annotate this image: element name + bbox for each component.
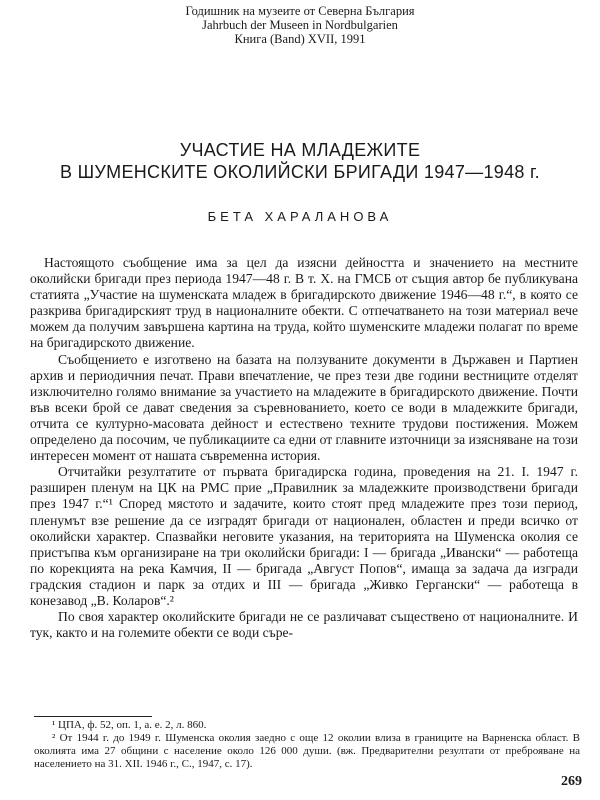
body-paragraph: По своя характер околийските бригади не се различават съществено от националните. И тук, както и на големите обекти се води съре- (30, 609, 578, 641)
running-header (0, 4, 600, 46)
article-body (30, 255, 578, 641)
body-paragraph: Отчитайки резултатите от първата бригадирска година, проведения на 21. I. 1947 г. разширен пленум на ЦК на РМС прие „Правилник за младежките производствени бригади през 1947 г.“¹ Според мястото и задачите, които стоят пред младежите през този период, пленумът взе решение да се изградят бригади от национален, областен и преди всичко от околийски характер. Спазвайки неговите указания, на територията на Шуменска околия се пристъпва към организиране на три околийски бригади: I — бригада „Ивански“ — работеща по корекцията на река Камчия, II — бригада „Август Попов“, имаща за задача да изгради градския стадион и парк за отдих и III — бригада „Живко Гергански“ — работеща в конезавод „В. Коларов“.² (30, 464, 578, 608)
article-author: БЕТА ХАРАЛАНОВА (207, 209, 393, 224)
footnotes (34, 719, 580, 771)
footnote-divider (34, 716, 152, 717)
article-title-line-2: В ШУМЕНСКИТЕ ОКОЛИЙСКИ БРИГАДИ 1947—1948 г. (60, 162, 540, 182)
header-line-bulgarian: Годишник на музеите от Северна България (185, 4, 415, 18)
header-volume: Книга (Band) XVII, 1991 (234, 32, 366, 46)
body-paragraph: Настоящото съобщение има за цел да изясни дейността и значението на местните околийски бригади през периода 1947—48 г. В т. Х. на ГМСБ от същия автор бе публикувана статията „Участие на шуменската младеж в бригадирското движение 1946—48 г.“, в която се разкрива бригадирският труд в националните обекти. С отпечатването на този материал вече можем да получим завършена картина на труда, който шуменските младежи полагат по време на бригадирското движение. (30, 255, 578, 351)
article-title-line-1: УЧАСТИЕ НА МЛАДЕЖИТЕ (179, 140, 421, 160)
footnote: ¹ ЦПА, ф. 52, оп. 1, а. е. 2, л. 860. (52, 719, 207, 731)
page-number: 269 (561, 774, 582, 789)
article-title (0, 139, 600, 183)
footnote: ² От 1944 г. до 1949 г. Шуменска околия заедно с още 12 околии влиза в границите на Варненска област. В околията има 27 общини с население около 126 000 души. (вж. Предварителни резултати от преброяване на населението на 31. XII. 1946 г., С., 1947, с. 17). (34, 732, 580, 770)
header-line-german: Jahrbuch der Museen in Nordbulgarien (202, 18, 398, 32)
body-paragraph: Съобщението е изготвено на базата на ползуваните документи в Държавен и Партиен архив и периодичния печат. Прави впечатление, че през тези две години вестниците отделят изключително голямо внимание за участието на младежите в бригадирското движение. Почти във всеки брой се дават сведения за съревнованието, което се води в младежките бригади, отчита се културно-масовата дейност и естествено техните трудови постижения. Можем определено да посочим, че публикациите са едни от главните източници за изясняване на този интересен момент от нашата съвременна история. (30, 351, 578, 464)
